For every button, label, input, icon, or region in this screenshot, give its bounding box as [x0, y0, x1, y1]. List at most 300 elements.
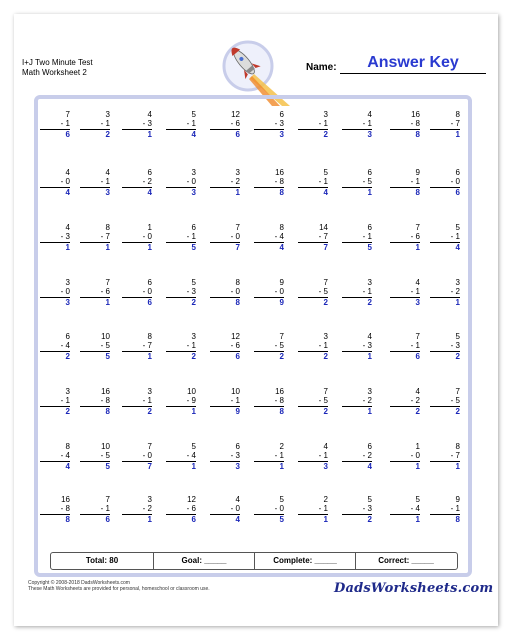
problem-item — [430, 495, 460, 524]
problem-item — [80, 495, 110, 524]
problem-subtrahend: - 0 — [274, 287, 284, 296]
problem-top-number: 3 — [367, 387, 372, 396]
problem-answer: 2 — [166, 351, 196, 361]
problem-item — [80, 223, 110, 252]
problem-item — [210, 168, 240, 197]
problem-answer: 6 — [80, 514, 110, 524]
problem-answer: 4 — [298, 187, 328, 197]
problem-answer: 8 — [390, 187, 420, 197]
problem-subtrahend: - 7 — [450, 451, 460, 460]
problem-item — [166, 110, 196, 139]
problem-answer: 3 — [390, 297, 420, 307]
problem-top-number: 5 — [455, 223, 460, 232]
problem-answer: 2 — [298, 297, 328, 307]
problem-subtrahend: - 5 — [100, 341, 110, 350]
problem-top-number: 3 — [455, 278, 460, 287]
problem-subtrahend: - 1 — [60, 119, 70, 128]
problem-subtrahend: - 5 — [362, 177, 372, 186]
problem-item — [166, 332, 196, 361]
problem-answer: 1 — [254, 461, 284, 471]
problem-answer: 1 — [390, 461, 420, 471]
problem-item — [210, 223, 240, 252]
problem-subtrahend: - 1 — [142, 396, 152, 405]
problem-top-number: 5 — [191, 442, 196, 451]
problem-item — [254, 387, 284, 416]
problem-top-number: 5 — [323, 168, 328, 177]
problem-subtrahend: - 3 — [362, 341, 372, 350]
problem-answer: 2 — [166, 297, 196, 307]
problem-answer: 1 — [122, 351, 152, 361]
problem-answer: 1 — [122, 129, 152, 139]
problem-top-number: 3 — [105, 110, 110, 119]
problem-subtrahend: - 1 — [410, 177, 420, 186]
site-logo: DadsWorksheets.com — [334, 581, 494, 596]
problem-subtrahend: - 5 — [274, 341, 284, 350]
problem-top-number: 4 — [65, 223, 70, 232]
problem-subtrahend: - 8 — [274, 177, 284, 186]
problem-top-number: 7 — [105, 495, 110, 504]
problem-top-number: 14 — [319, 223, 328, 232]
problem-item — [40, 110, 70, 139]
problem-subtrahend: - 8 — [100, 396, 110, 405]
problem-subtrahend: - 7 — [318, 232, 328, 241]
problem-item — [342, 168, 372, 197]
problem-answer: 1 — [430, 461, 460, 471]
problem-subtrahend: - 6 — [100, 287, 110, 296]
problem-answer: 8 — [254, 406, 284, 416]
problem-top-number: 8 — [147, 332, 152, 341]
answer-key-label: Answer Key — [367, 54, 459, 71]
problem-subtrahend: - 1 — [186, 119, 196, 128]
problem-top-number: 12 — [231, 110, 240, 119]
problem-top-number: 7 — [323, 387, 328, 396]
problem-subtrahend: - 0 — [142, 287, 152, 296]
problem-item — [122, 223, 152, 252]
problem-item — [210, 110, 240, 139]
problem-top-number: 5 — [455, 332, 460, 341]
problem-item — [430, 223, 460, 252]
problem-subtrahend: - 2 — [142, 504, 152, 513]
problem-subtrahend: - 5 — [450, 396, 460, 405]
problem-answer: 1 — [390, 242, 420, 252]
problem-item — [390, 495, 420, 524]
problem-subtrahend: - 3 — [186, 287, 196, 296]
problem-subtrahend: - 0 — [450, 177, 460, 186]
problem-subtrahend: - 3 — [142, 119, 152, 128]
goal-field[interactable]: Goal: _____ — [181, 556, 227, 565]
problem-item — [40, 442, 70, 471]
problem-subtrahend: - 3 — [450, 341, 460, 350]
problem-item — [210, 495, 240, 524]
problem-item — [80, 278, 110, 307]
problem-subtrahend: - 5 — [318, 287, 328, 296]
problem-answer: 4 — [430, 242, 460, 252]
copyright-notice — [28, 580, 210, 592]
problem-subtrahend: - 0 — [60, 177, 70, 186]
problem-answer: 6 — [166, 514, 196, 524]
problem-item — [342, 332, 372, 361]
problem-subtrahend: - 1 — [410, 287, 420, 296]
problem-item — [342, 387, 372, 416]
problem-subtrahend: - 2 — [450, 287, 460, 296]
problem-item — [210, 387, 240, 416]
problem-answer: 4 — [122, 187, 152, 197]
problem-top-number: 4 — [105, 168, 110, 177]
problem-subtrahend: - 3 — [60, 232, 70, 241]
problem-item — [80, 332, 110, 361]
problem-top-number: 16 — [101, 387, 110, 396]
problem-answer: 1 — [342, 406, 372, 416]
problem-subtrahend: - 0 — [230, 504, 240, 513]
problem-item — [80, 168, 110, 197]
problem-subtrahend: - 1 — [318, 451, 328, 460]
name-field[interactable] — [306, 54, 486, 74]
problem-answer: 4 — [254, 242, 284, 252]
problems-grid — [40, 110, 468, 545]
score-footer — [50, 552, 458, 570]
problem-top-number: 2 — [279, 442, 284, 451]
problem-item — [390, 168, 420, 197]
problem-item — [430, 387, 460, 416]
problem-item — [122, 168, 152, 197]
problem-answer: 1 — [166, 461, 196, 471]
problem-subtrahend: - 1 — [362, 232, 372, 241]
problem-top-number: 4 — [147, 110, 152, 119]
problem-answer: 1 — [298, 514, 328, 524]
problem-top-number: 4 — [367, 332, 372, 341]
title-line-2: Math Worksheet 2 — [22, 68, 87, 77]
problem-item — [430, 332, 460, 361]
problem-answer: 2 — [40, 351, 70, 361]
problem-item — [80, 387, 110, 416]
problem-top-number: 9 — [415, 168, 420, 177]
problem-item — [390, 332, 420, 361]
problem-answer: 1 — [122, 242, 152, 252]
name-underline — [340, 73, 486, 74]
problem-top-number: 6 — [367, 168, 372, 177]
problem-subtrahend: - 7 — [100, 232, 110, 241]
problem-top-number: 4 — [235, 495, 240, 504]
problem-top-number: 7 — [455, 387, 460, 396]
problem-top-number: 5 — [279, 495, 284, 504]
problem-top-number: 5 — [415, 495, 420, 504]
problem-item — [122, 387, 152, 416]
problem-answer: 7 — [210, 242, 240, 252]
problem-top-number: 10 — [101, 332, 110, 341]
problem-answer: 9 — [210, 406, 240, 416]
problem-top-number: 6 — [367, 442, 372, 451]
problem-top-number: 10 — [231, 387, 240, 396]
problem-top-number: 7 — [147, 442, 152, 451]
problem-top-number: 9 — [279, 278, 284, 287]
problem-top-number: 16 — [411, 110, 420, 119]
problem-item — [122, 110, 152, 139]
problem-subtrahend: - 8 — [410, 119, 420, 128]
problem-subtrahend: - 4 — [410, 504, 420, 513]
problem-answer: 1 — [342, 187, 372, 197]
problem-answer: 8 — [390, 129, 420, 139]
problem-answer: 4 — [210, 514, 240, 524]
problem-top-number: 9 — [455, 495, 460, 504]
problem-top-number: 7 — [65, 110, 70, 119]
problem-answer: 1 — [430, 297, 460, 307]
problem-answer: 6 — [210, 129, 240, 139]
problem-answer: 2 — [40, 406, 70, 416]
problem-item — [166, 495, 196, 524]
problem-subtrahend: - 0 — [274, 504, 284, 513]
problem-subtrahend: - 2 — [410, 396, 420, 405]
total-label: Total: 80 — [85, 556, 119, 565]
problem-subtrahend: - 2 — [362, 396, 372, 405]
problem-subtrahend: - 0 — [142, 232, 152, 241]
problem-item — [430, 278, 460, 307]
problem-top-number: 16 — [275, 387, 284, 396]
problem-subtrahend: - 9 — [186, 396, 196, 405]
problem-item — [40, 168, 70, 197]
problem-answer: 8 — [40, 514, 70, 524]
problem-subtrahend: - 0 — [142, 451, 152, 460]
problem-top-number: 5 — [191, 278, 196, 287]
problem-item — [254, 332, 284, 361]
problem-subtrahend: - 3 — [362, 504, 372, 513]
problem-item — [390, 110, 420, 139]
problem-top-number: 7 — [279, 332, 284, 341]
problem-answer: 3 — [166, 187, 196, 197]
problem-answer: 1 — [210, 187, 240, 197]
problem-answer: 1 — [122, 514, 152, 524]
problem-top-number: 3 — [323, 110, 328, 119]
problem-subtrahend: - 8 — [60, 504, 70, 513]
problem-top-number: 6 — [367, 223, 372, 232]
problem-top-number: 7 — [323, 278, 328, 287]
problem-subtrahend: - 1 — [318, 177, 328, 186]
problem-top-number: 1 — [415, 442, 420, 451]
problem-subtrahend: - 7 — [142, 341, 152, 350]
problem-answer: 2 — [254, 351, 284, 361]
problem-subtrahend: - 1 — [450, 232, 460, 241]
problem-answer: 8 — [254, 187, 284, 197]
problem-item — [122, 442, 152, 471]
problem-subtrahend: - 1 — [186, 341, 196, 350]
problem-top-number: 12 — [187, 495, 196, 504]
problem-subtrahend: - 1 — [186, 232, 196, 241]
problem-top-number: 4 — [323, 442, 328, 451]
problem-subtrahend: - 1 — [362, 287, 372, 296]
problem-top-number: 7 — [105, 278, 110, 287]
problem-subtrahend: - 4 — [60, 451, 70, 460]
problem-item — [40, 495, 70, 524]
problem-answer: 3 — [298, 461, 328, 471]
problem-subtrahend: - 7 — [450, 119, 460, 128]
problem-item — [254, 110, 284, 139]
problem-answer: 2 — [342, 297, 372, 307]
problem-subtrahend: - 1 — [450, 504, 460, 513]
problem-answer: 5 — [80, 351, 110, 361]
problem-subtrahend: - 4 — [274, 232, 284, 241]
problem-item — [390, 278, 420, 307]
problem-answer: 2 — [342, 514, 372, 524]
problem-top-number: 6 — [147, 168, 152, 177]
problem-item — [342, 495, 372, 524]
problem-subtrahend: - 1 — [100, 119, 110, 128]
problem-subtrahend: - 0 — [60, 287, 70, 296]
problem-answer: 4 — [342, 461, 372, 471]
problem-answer: 1 — [390, 514, 420, 524]
problem-answer: 6 — [122, 297, 152, 307]
problem-answer: 8 — [210, 297, 240, 307]
problem-item — [390, 387, 420, 416]
problem-subtrahend: - 1 — [318, 119, 328, 128]
problem-item — [210, 278, 240, 307]
problem-top-number: 10 — [101, 442, 110, 451]
problem-answer: 5 — [254, 514, 284, 524]
problem-item — [298, 442, 328, 471]
problem-top-number: 4 — [367, 110, 372, 119]
problem-item — [210, 332, 240, 361]
problem-top-number: 6 — [191, 223, 196, 232]
problem-answer: 3 — [210, 461, 240, 471]
problem-subtrahend: - 0 — [186, 177, 196, 186]
problem-answer: 3 — [254, 129, 284, 139]
problem-top-number: 8 — [455, 110, 460, 119]
problem-answer: 8 — [80, 406, 110, 416]
problem-subtrahend: - 5 — [100, 451, 110, 460]
problem-answer: 3 — [80, 187, 110, 197]
problem-top-number: 8 — [279, 223, 284, 232]
problem-answer: 2 — [80, 129, 110, 139]
problem-top-number: 3 — [147, 387, 152, 396]
problem-top-number: 3 — [191, 168, 196, 177]
problem-top-number: 7 — [415, 223, 420, 232]
problem-item — [40, 332, 70, 361]
problem-item — [80, 110, 110, 139]
problem-top-number: 6 — [65, 332, 70, 341]
problem-top-number: 16 — [61, 495, 70, 504]
problem-item — [342, 442, 372, 471]
problem-item — [254, 278, 284, 307]
problem-answer: 6 — [390, 351, 420, 361]
problem-answer: 9 — [254, 297, 284, 307]
problem-item — [210, 442, 240, 471]
worksheet-title — [22, 58, 93, 78]
problem-answer: 2 — [390, 406, 420, 416]
problem-subtrahend: - 1 — [100, 177, 110, 186]
problem-subtrahend: - 1 — [274, 451, 284, 460]
problem-subtrahend: - 2 — [230, 177, 240, 186]
problem-subtrahend: - 6 — [230, 119, 240, 128]
problem-top-number: 6 — [455, 168, 460, 177]
problem-item — [298, 278, 328, 307]
problem-answer: 1 — [80, 297, 110, 307]
problem-subtrahend: - 0 — [230, 287, 240, 296]
problem-top-number: 3 — [235, 168, 240, 177]
problem-top-number: 8 — [105, 223, 110, 232]
problem-answer: 3 — [342, 129, 372, 139]
problem-top-number: 5 — [367, 495, 372, 504]
problem-subtrahend: - 4 — [186, 451, 196, 460]
problem-item — [298, 332, 328, 361]
problem-answer: 6 — [210, 351, 240, 361]
problem-top-number: 8 — [455, 442, 460, 451]
problem-top-number: 4 — [415, 278, 420, 287]
problem-top-number: 6 — [279, 110, 284, 119]
problem-item — [390, 442, 420, 471]
problem-answer: 4 — [40, 187, 70, 197]
problem-subtrahend: - 0 — [410, 451, 420, 460]
problem-subtrahend: - 1 — [362, 119, 372, 128]
problem-subtrahend: - 2 — [362, 451, 372, 460]
title-line-1: I+J Two Minute Test — [22, 58, 93, 67]
problem-subtrahend: - 1 — [100, 504, 110, 513]
problem-item — [40, 223, 70, 252]
complete-field[interactable]: Complete: _____ — [273, 556, 337, 565]
problem-subtrahend: - 1 — [410, 341, 420, 350]
problem-subtrahend: - 1 — [230, 396, 240, 405]
problem-answer: 2 — [430, 406, 460, 416]
problem-item — [342, 223, 372, 252]
problem-top-number: 7 — [235, 223, 240, 232]
correct-field[interactable]: Correct: _____ — [378, 556, 434, 565]
problem-top-number: 6 — [235, 442, 240, 451]
problem-subtrahend: - 6 — [410, 232, 420, 241]
problem-top-number: 1 — [147, 223, 152, 232]
problem-item — [166, 278, 196, 307]
problem-top-number: 4 — [415, 387, 420, 396]
problem-item — [254, 442, 284, 471]
problem-item — [40, 278, 70, 307]
problem-item — [166, 387, 196, 416]
problem-answer: 5 — [80, 461, 110, 471]
problem-answer: 7 — [122, 461, 152, 471]
problem-item — [166, 223, 196, 252]
problem-item — [298, 387, 328, 416]
problem-answer: 1 — [40, 242, 70, 252]
problem-answer: 2 — [298, 351, 328, 361]
problem-top-number: 8 — [65, 442, 70, 451]
problem-subtrahend: - 0 — [230, 232, 240, 241]
problem-item — [166, 442, 196, 471]
problem-item — [298, 495, 328, 524]
problem-subtrahend: - 5 — [318, 396, 328, 405]
problem-subtrahend: - 3 — [230, 451, 240, 460]
name-label: Name: — [306, 62, 337, 73]
problem-answer: 5 — [342, 242, 372, 252]
problem-subtrahend: - 6 — [230, 341, 240, 350]
problem-item — [298, 168, 328, 197]
problem-item — [254, 168, 284, 197]
problem-subtrahend: - 1 — [318, 341, 328, 350]
problem-item — [254, 495, 284, 524]
problem-item — [430, 442, 460, 471]
problem-answer: 2 — [298, 129, 328, 139]
problem-subtrahend: - 4 — [60, 341, 70, 350]
problem-answer: 5 — [166, 242, 196, 252]
problem-answer: 1 — [80, 242, 110, 252]
problem-top-number: 12 — [231, 332, 240, 341]
problem-answer: 6 — [430, 187, 460, 197]
problem-answer: 2 — [298, 406, 328, 416]
problem-item — [390, 223, 420, 252]
problem-answer: 7 — [298, 242, 328, 252]
problem-item — [430, 168, 460, 197]
problem-answer: 6 — [40, 129, 70, 139]
problem-top-number: 4 — [65, 168, 70, 177]
problem-item — [80, 442, 110, 471]
problem-subtrahend: - 1 — [60, 396, 70, 405]
problem-item — [342, 110, 372, 139]
problem-item — [298, 110, 328, 139]
copyright-line-2: These Math Worksheets are provided for personal, homeschool or classroom use. — [28, 586, 210, 592]
